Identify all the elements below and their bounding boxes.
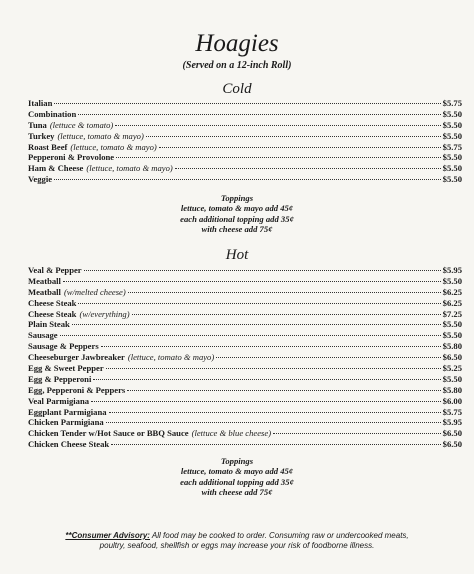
dotted-leader	[78, 114, 440, 115]
menu-item-row	[28, 109, 462, 120]
menu-item-price: $5.80	[442, 341, 462, 352]
menu-item-price: $6.25	[442, 286, 462, 297]
menu-item-row	[28, 385, 462, 396]
menu-item-row	[28, 287, 462, 298]
menu-item-row	[28, 120, 462, 131]
menu-item-name: Cheeseburger Jawbreaker	[28, 352, 125, 363]
toppings-heading: Toppings	[220, 456, 254, 466]
menu-item-price: $5.75	[442, 98, 462, 108]
menu-item-price: $5.25	[442, 363, 462, 374]
menu-item-note: (lettuce, tomato & mayo)	[57, 130, 144, 141]
menu-item-row	[28, 131, 462, 142]
toppings-line: each additional topping add 35¢	[180, 213, 294, 224]
dotted-leader	[175, 168, 441, 169]
menu-item-name: Veal & Pepper	[28, 265, 82, 275]
menu-item-row	[28, 407, 462, 418]
menu-item-price: $5.50	[442, 108, 462, 119]
dotted-leader	[273, 433, 441, 434]
cold-toppings	[0, 193, 474, 235]
menu-item-name: Sausage	[28, 330, 58, 341]
menu-item-name: Egg, Pepperoni & Peppers	[28, 384, 126, 395]
menu-item-note: (lettuce, tomato & mayo)	[86, 163, 173, 174]
menu-item-name: Roast Beef	[28, 141, 68, 152]
menu-item-price: $5.50	[442, 373, 462, 384]
menu-item-row	[28, 309, 462, 320]
dotted-leader	[54, 179, 441, 180]
menu-item-row	[28, 276, 462, 287]
menu-item-price: $5.75	[442, 406, 462, 417]
dotted-leader	[78, 303, 440, 304]
dotted-leader	[159, 147, 441, 148]
dotted-leader	[116, 157, 441, 158]
menu-item-row	[28, 98, 462, 109]
menu-item-price: $6.50	[442, 352, 462, 363]
menu-item-price: $5.50	[442, 130, 462, 141]
consumer-advisory	[0, 531, 474, 551]
toppings-line: with cheese add 75¢	[201, 224, 273, 235]
menu-item-row	[28, 163, 462, 174]
menu-item-price: $7.25	[442, 308, 462, 319]
toppings-heading: Toppings	[220, 193, 254, 203]
menu-item-name: Egg & Pepperoni	[28, 373, 92, 384]
dotted-leader	[216, 357, 440, 358]
menu-item-row	[28, 363, 462, 374]
menu-item-row	[28, 265, 462, 276]
dotted-leader	[63, 281, 441, 282]
dotted-leader	[93, 379, 440, 380]
dotted-leader	[146, 136, 441, 137]
menu-item-row	[28, 439, 462, 450]
menu-item-price: $5.50	[442, 119, 462, 130]
menu-item-name: Sausage & Peppers	[28, 341, 99, 352]
menu-item-row	[28, 428, 462, 439]
menu-item-row	[28, 319, 462, 330]
menu-item-price: $5.50	[442, 275, 462, 286]
toppings-line: each additional topping add 35¢	[180, 476, 294, 487]
toppings-line: lettuce, tomato & mayo add 45¢	[180, 203, 294, 214]
menu-item-row	[28, 330, 462, 341]
menu-item-note: (lettuce & tomato)	[49, 119, 114, 130]
menu-subtitle: (Served on a 12-inch Roll)	[182, 60, 292, 71]
menu-item-name: Pepperoni & Provolone	[28, 152, 115, 163]
menu-item-price: $5.75	[442, 141, 462, 152]
hot-toppings	[0, 456, 474, 498]
dotted-leader	[72, 324, 441, 325]
cold-heading: Cold	[222, 81, 252, 97]
menu-item-price: $6.50	[442, 428, 462, 439]
dotted-leader	[127, 390, 440, 391]
dotted-leader	[91, 401, 441, 402]
menu-item-row	[28, 417, 462, 428]
toppings-line: lettuce, tomato & mayo add 45¢	[180, 466, 294, 477]
menu-item-note: (lettuce & blue cheese)	[191, 428, 272, 439]
menu-item-name: Meatball	[28, 286, 61, 297]
toppings-line: with cheese add 75¢	[201, 487, 273, 498]
menu-item-row	[28, 298, 462, 309]
dotted-leader	[60, 335, 441, 336]
menu-item-price: $6.50	[442, 439, 462, 450]
hot-heading: Hot	[225, 247, 249, 263]
menu-item-name: Egg & Sweet Pepper	[28, 363, 104, 374]
menu-item-name: Ham & Cheese	[28, 163, 84, 174]
menu-title: Hoagies	[195, 30, 279, 57]
dotted-leader	[109, 412, 441, 413]
menu-item-row	[28, 374, 462, 385]
advisory-label: **Consumer Advisory:	[65, 531, 150, 540]
dotted-leader	[115, 125, 440, 126]
menu-item-name: Chicken Parmigiana	[28, 417, 104, 428]
menu-item-name: Chicken Cheese Steak	[28, 439, 110, 450]
menu-item-price: $5.50	[442, 163, 462, 174]
menu-item-price: $6.00	[442, 395, 462, 406]
menu-item-name: Cheese Steak	[28, 297, 77, 308]
menu-item-name: Cheese Steak	[28, 308, 77, 319]
menu-item-row	[28, 152, 462, 163]
menu-item-name: Tuna	[28, 119, 47, 130]
dotted-leader	[54, 103, 440, 104]
menu-item-price: $5.50	[442, 319, 462, 330]
menu-item-price: $5.50	[442, 152, 462, 163]
menu-item-name: Plain Steak	[28, 319, 70, 330]
menu-item-name: Chicken Tender w/Hot Sauce or BBQ Sauce	[28, 428, 189, 439]
menu-item-row	[28, 341, 462, 352]
menu-item-note: (lettuce, tomato & mayo)	[127, 352, 215, 363]
advisory-text: poultry, seafood, shellfish or eggs may increase your risk of foodborne illness.	[99, 541, 375, 550]
menu-item-price: $5.50	[442, 174, 462, 185]
dotted-leader	[106, 422, 441, 423]
menu-item-price: $6.25	[442, 297, 462, 308]
menu-item-row	[28, 142, 462, 153]
dotted-leader	[128, 292, 441, 293]
menu-item-note: (w/melted cheese)	[63, 286, 126, 297]
advisory-text: All food may be cooked to order. Consuming raw or undercooked meats,	[149, 531, 409, 540]
dotted-leader	[101, 346, 441, 347]
menu-item-name: Veal Parmigiana	[28, 395, 90, 406]
menu-item-price: $5.95	[442, 265, 462, 275]
menu-item-price: $5.80	[442, 384, 462, 395]
dotted-leader	[106, 368, 441, 369]
menu-item-name: Italian	[28, 98, 53, 108]
menu-item-price: $5.95	[442, 417, 462, 428]
menu-item-row	[28, 174, 462, 185]
cold-item-list	[28, 98, 462, 185]
hot-item-list	[28, 265, 462, 450]
menu-item-name: Combination	[28, 108, 77, 119]
dotted-leader	[132, 314, 441, 315]
menu-item-name: Veggie	[28, 174, 53, 185]
menu-item-note: (lettuce, tomato & mayo)	[70, 141, 157, 152]
menu-item-row	[28, 352, 462, 363]
menu-item-row	[28, 396, 462, 407]
menu-item-note: (w/everything)	[79, 308, 130, 319]
menu-item-name: Turkey	[28, 130, 55, 141]
menu-item-price: $5.50	[442, 330, 462, 341]
dotted-leader	[111, 444, 440, 445]
menu-item-name: Meatball	[28, 275, 61, 286]
dotted-leader	[84, 270, 441, 271]
menu-item-name: Eggplant Parmigiana	[28, 406, 107, 417]
